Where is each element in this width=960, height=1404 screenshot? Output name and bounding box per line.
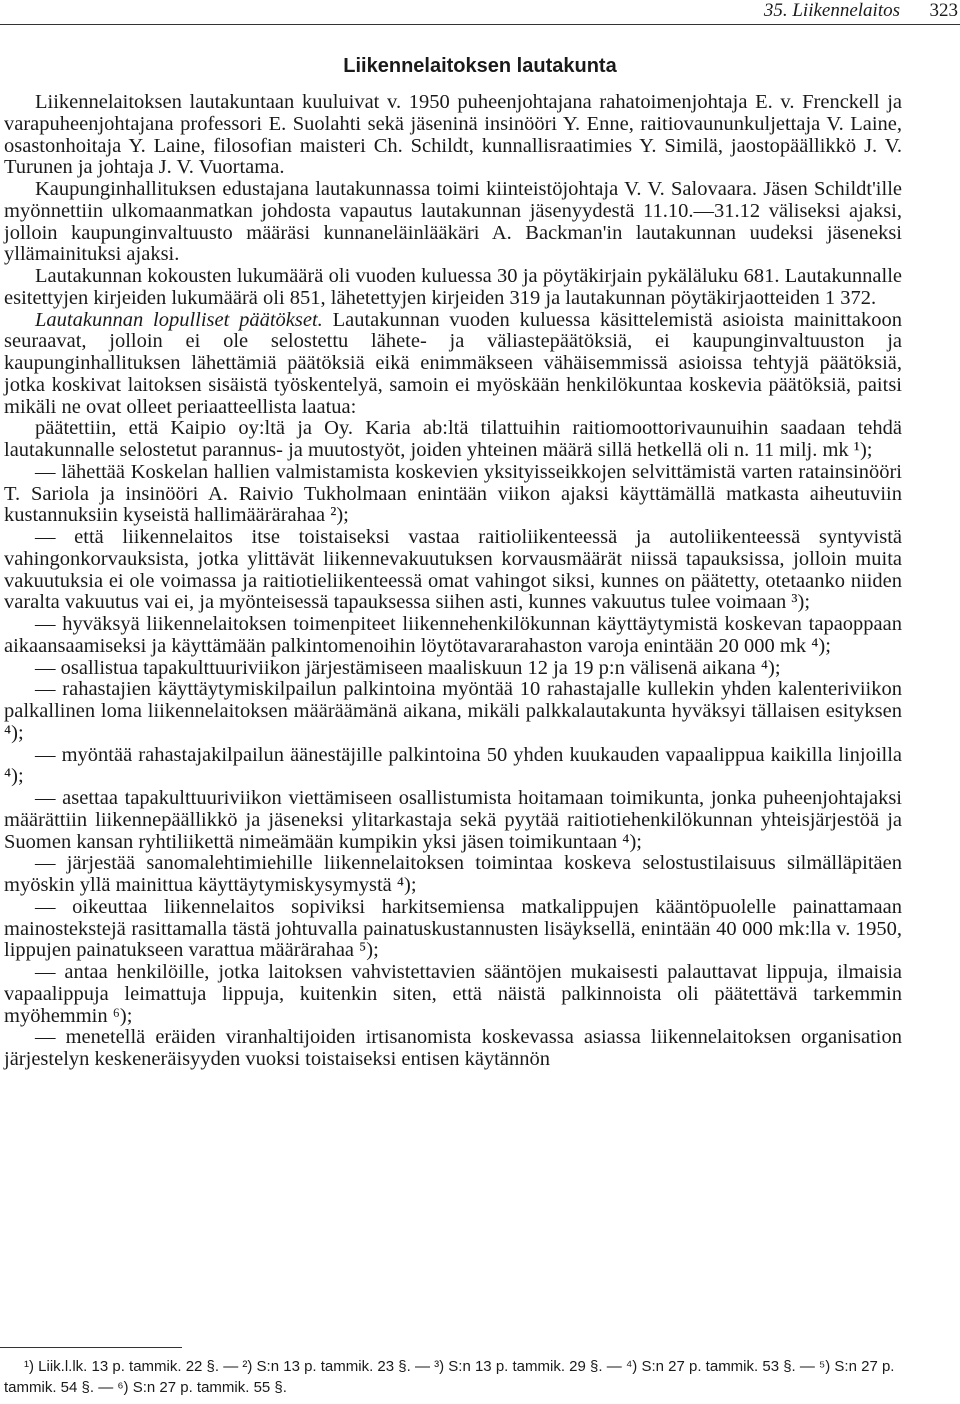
decision-item: päätettiin, että Kaipio oy:ltä ja Oy. Karia ab:ltä tilattuihin raitiomoottorivaunuihin saadaan tehdä lautakunnalle selostetut parannus- ja muutostyöt, joiden yhteinen määrä sillä hetkellä oli n. 11 milj. mk ¹); — [4, 417, 902, 461]
paragraph-representative: Kaupunginhallituksen edustajana lautakunnassa toimi kiinteistöjohtaja V. V. Salovaara. Jäsen Schildt'ille myönnettiin ulkomaanmatkan johdosta vapautus lautakunnan jäsenyydestä 11.10.—31.12 väliseksi ajaksi, jolloin kaupunginvaltuusto määräsi kunnaneläinlääkäri A. Backman'in lautakunnan uudeksi jäseneksi yllämainituksi ajaksi. — [4, 178, 902, 266]
body-text — [4, 92, 902, 1071]
footnote-rule — [0, 1347, 182, 1348]
decision-item: — lähettää Koskelan hallien valmistamista koskevien yksityisseikkojen selvittämistä varten ratainsinööri T. Sariola ja insinööri A. Raivio Tukholmaan enintään viikon ajaksi käyttämällä matkasta aiheutuviin kustannuksiin kyseistä hallimäärärahaa ²); — [4, 460, 902, 527]
section-title: Liikennelaitoksen lautakunta — [343, 55, 617, 77]
header-rule — [0, 24, 960, 25]
running-head: 35. Liikennelaitos — [763, 0, 900, 21]
paragraph-decisions-intro — [4, 310, 902, 419]
paragraph-statistics: Lautakunnan kokousten lukumäärä oli vuoden kuluessa 30 ja pöytäkirjain pykäläluku 681. Lautakunnalle esitettyjen kirjeiden lukumäärä oli 851, lähetettyjen kirjeiden 319 ja lautakunnan pöytäkirjaotteiden 1 372. — [4, 265, 902, 309]
decision-item: — antaa henkilöille, jotka laitoksen vahvistettavien sääntöjen mukaisesti palauttavat lippuja, ilmaisia vapaalippuja leimattuja lippuja, kuitenkin siten, että näistä palkinnoista oli päätettävä tarkemmin myöhemmin ⁶); — [4, 961, 902, 1027]
footnotes — [4, 1356, 902, 1398]
decision-item: — asettaa tapakulttuuriviikon viettämiseen osallistumista hoitamaan toimikunta, jonka puheenjohtajaksi määrättiin liikennepäällikkö ja jäseneksi ylitarkastaja sekä pyytää raitiotiehenkilökunnan yhteisjärjestöä ja Suomen kansan ryhtiliikettä nimeämään kumpikin yksi jäsen toimikuntaan ⁴); — [4, 787, 902, 853]
decision-item: — järjestää sanomalehtimiehille liikennelaitoksen toimintaa koskeva selostustilaisuus silmälläpitäen myöskin yllä mainittua käyttäytymiskysymystä ⁴); — [4, 852, 902, 896]
decision-item: — menetellä eräiden viranhaltijoiden irtisanomista koskevassa asiassa liikennelaitoksen organisation järjestelyn keskeneräisyyden vuoksi toistaiseksi entisen käytännön — [4, 1026, 902, 1070]
decisions-heading: Lautakunnan lopulliset päätökset. — [35, 308, 323, 331]
decision-item: — myöntää rahastajakilpailun äänestäjille palkintoina 50 yhden kuukauden vapaalippua kaikilla linjoilla ⁴); — [4, 743, 902, 788]
page-number: 323 — [929, 0, 958, 21]
decisions-intro-text: Lautakunnan vuoden kuluessa käsittelemistä asioista mainittakoon seuraavat, jolloin ei ole selostettu lähete- ja väliastepäätöksiä, ei kaupunginvaltuuston ja kaupunginhallituksen lähettämiä päätöksiä eikä enimmäkseen vähäisemmissä asioissa tehtyjä päätöksiä, jotka koskivat laitoksen sisäistä työskentelyä, samoin ei myöskään henkilökuntaa koskevia päätöksiä, paitsi mikäli ne ovat olleet periaatteellista laatua: — [4, 308, 902, 418]
decision-item: — että liikennelaitos itse toistaiseksi vastaa raitioliikenteessä ja autoliikenteessä syntyvistä vahingonkorvauksista, jotka ylittävät liikennevakuutuksen korvausmäärät niissä tapauksissa, jolloin muita vakuutuksia ei ole voimassa ja raitiotieliikenteessä omat vahingot siksi, kunnes on päätetty, otetaanko niiden varalta vakuutus vai ei, ja myönteisessä tapauksessa siihen asti, kunnes vakuutus tulee voimaan ³); — [4, 526, 902, 614]
decision-item: — osallistua tapakulttuuriviikon järjestämiseen maaliskuun 12 ja 19 p:n välisenä aikana ⁴); — [35, 656, 781, 679]
footnote-line: ¹) Liik.l.lk. 13 p. tammik. 22 §. — ²) S:n 13 p. tammik. 23 §. — ³) S:n 13 p. tammik. 29 §. — ⁴) S:n 27 p. tammik. 53 §. — ⁵) S:n 27 p. tammik. 54 §. — ⁶) S:n 27 p. tammik. 55 §. — [4, 1358, 895, 1396]
decision-item: — rahastajien käyttäytymiskilpailun palkintoina myöntää 10 rahastajalle kullekin yhden kalenteriviikon palkallinen loma liikennelaitoksen määräämänä aikana, mikäli palkkalautakunta hyväksyi tällaisen esityksen ⁴); — [4, 678, 902, 744]
page-header — [0, 0, 960, 28]
decision-item: — hyväksyä liikennelaitoksen toimenpiteet liikennehenkilökunnan käyttäytymistä koskevan tapaoppaan aikaansaamiseksi ja käyttämään palkintomenoihin löytötavararahaston varoja enintään 20 000 mk ⁴); — [4, 613, 902, 657]
paragraph-members: Liikennelaitoksen lautakuntaan kuuluivat v. 1950 puheenjohtajana rahatoimenjohtaja E. v. Frenckell ja varapuheenjohtajana professori E. Suolahti sekä jäseninä insinööri Y. Enne, raitiovaununkuljettaja V. Laine, osastonhoitaja Y. Laine, filosofian maisteri Ch. Schildt, kunnallisraatimies Y. Similä, jaostopäällikkö J. V. Turunen ja johtaja J. V. Vuortama. — [4, 91, 902, 179]
decision-item: — oikeuttaa liikennelaitos sopiviksi harkitsemiensa matkalippujen kääntöpuolelle painattamaan mainostekstejä rasittamalla tästä johtuvalla painatuskustannusten lisäyksellä, enintään 40 000 mk:lla v. 1950, lippujen painatukseen varattua määrärahaa ⁵); — [4, 895, 902, 962]
